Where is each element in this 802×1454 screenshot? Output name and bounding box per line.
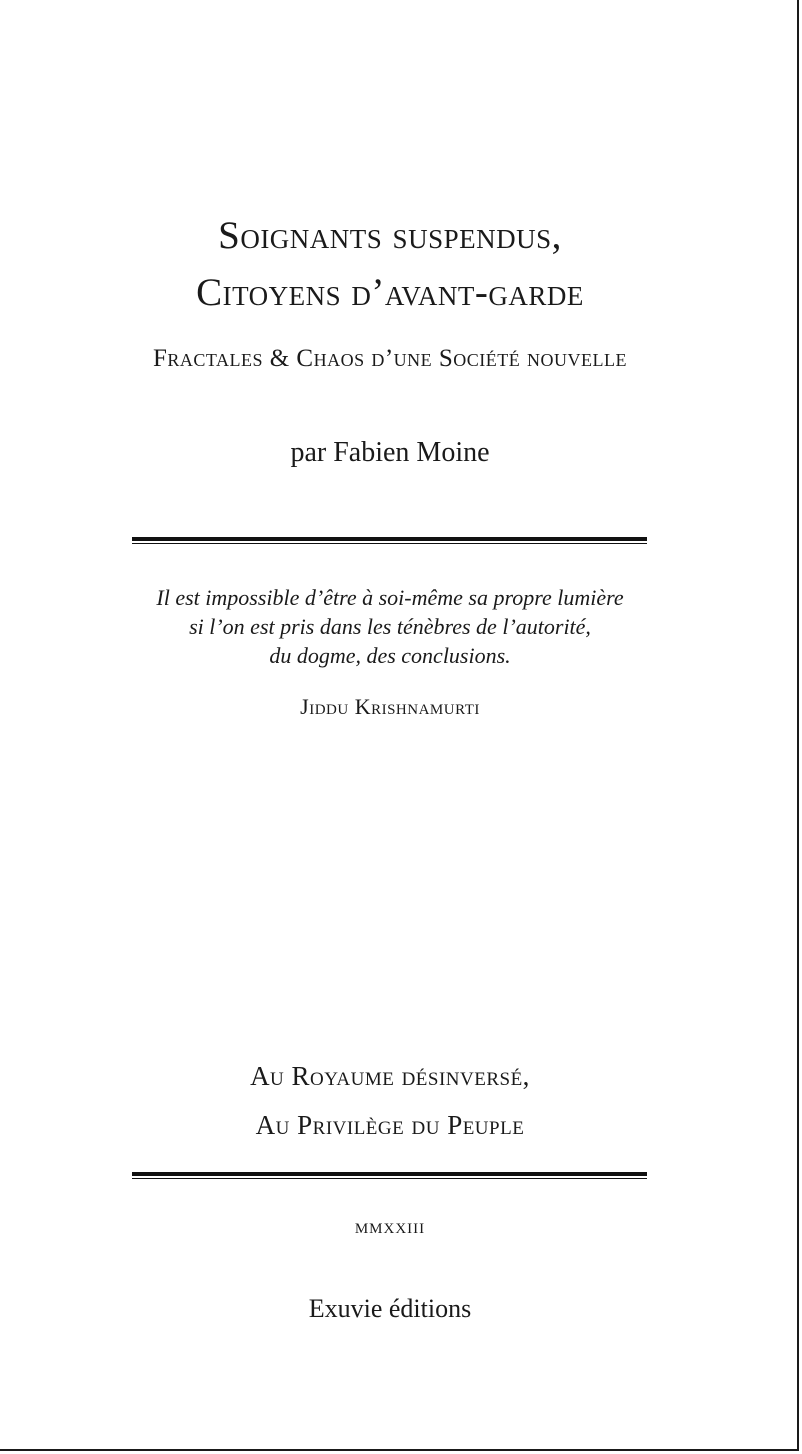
epigraph-line-2: si l’on est pris dans les ténèbres de l’autorité,: [189, 614, 591, 639]
book-title-line-1: Soignants suspendus,: [218, 214, 562, 257]
publication-year: mmxxiii: [354, 1213, 426, 1238]
epigraph-line-1: Il est impossible d’être à soi-même sa propre lumière: [156, 585, 624, 610]
epigraph-attribution: Jiddu Krishnamurti: [300, 694, 480, 719]
imprint-line-2: Au Privilège du Peuple: [255, 1110, 525, 1140]
publisher-name: Exuvie éditions: [308, 1294, 472, 1323]
epigraph-line-3: du dogme, des conclusions.: [269, 643, 511, 668]
book-title-line-2: Citoyens d’avant-garde: [196, 271, 584, 314]
author-name: par Fabien Moine: [290, 437, 490, 468]
imprint-line-1: Au Royaume désinversé,: [250, 1061, 530, 1091]
top-double-rule: [132, 537, 647, 544]
book-subtitle: Fractales & Chaos d’une Société nouvelle: [152, 345, 628, 372]
bottom-double-rule: [132, 1172, 647, 1179]
